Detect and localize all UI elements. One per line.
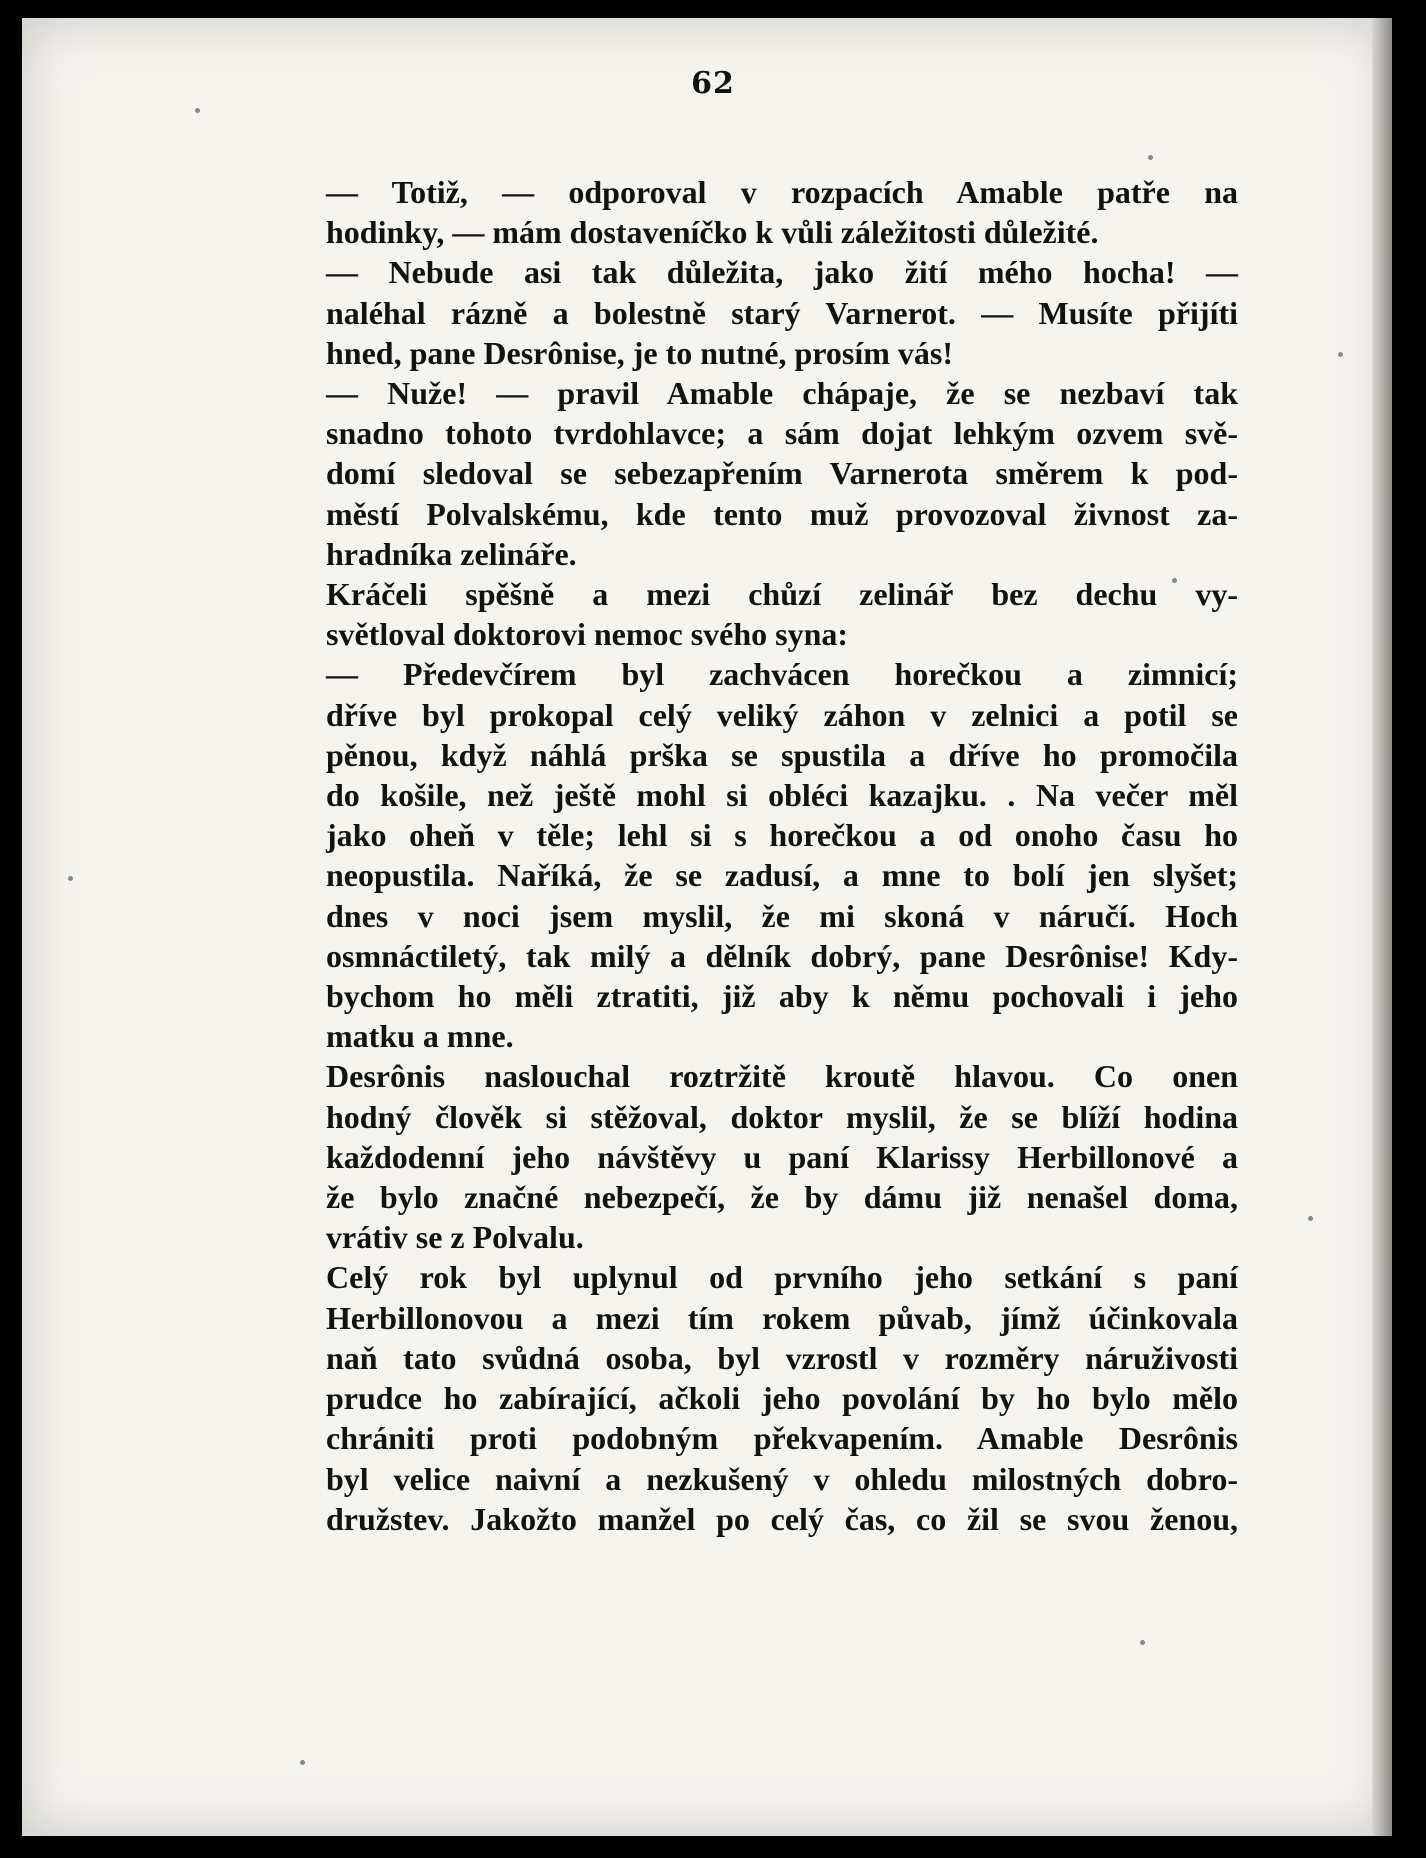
text-line: — Totiž, — odporoval v rozpacích Amable patře na (326, 174, 1238, 210)
text-line: Celý rok byl uplynul od prvního jeho setkání s paní (326, 1259, 1238, 1296)
text-line: byl velice naivní a nezkušený v ohledu milostných dobro- (326, 1460, 1238, 1497)
body-text (238, 172, 1238, 1539)
text-line: — Nebude asi tak důležita, jako žití mého hocha! — (326, 254, 1238, 291)
text-line: neopustila. Naříká, že se zadusí, a mne to bolí jen slyšet; (326, 857, 1238, 894)
text-line: snadno tohoto tvrdohlavce; a sám dojat lehkým ozvem svě- (326, 415, 1238, 452)
text-line: chrániti proti podobným překvapením. Amable Desrônis (326, 1420, 1238, 1457)
paper-speck (68, 876, 73, 881)
text-line: dnes v noci jsem myslil, že mi skoná v náručí. Hoch (326, 897, 1238, 934)
text-line: naň tato svůdná osoba, byl vzrostl v rozměry náruživosti (326, 1339, 1238, 1376)
text-line: Desrônis naslouchal roztržitě kroutě hlavou. Co onen (326, 1058, 1238, 1095)
paper-speck (300, 1760, 305, 1765)
text-line: vrátiv se z Polvalu. (326, 1219, 584, 1256)
paragraph (238, 172, 1238, 252)
text-line: osmnáctiletý, tak milý a dělník dobrý, pane Desrônise! Kdy- (326, 937, 1238, 974)
text-line: každodenní jeho návštěvy u paní Klarissy Herbillonové a (326, 1138, 1238, 1175)
paper-speck (1140, 1640, 1145, 1645)
text-line: Herbillonovou a mezi tím rokem půvab, jímž účinkovala (326, 1299, 1238, 1336)
paragraph (238, 1056, 1238, 1257)
paragraph (238, 574, 1238, 654)
paper-speck (1338, 352, 1343, 357)
text-line: Kráčeli spěšně a mezi chůzí zelinář bez dechu vy- (326, 576, 1238, 613)
text-line: do košile, než ještě mohl si obléci kazajku. . Na večer měl (326, 777, 1238, 814)
paragraph (238, 654, 1238, 1056)
text-line: jako oheň v těle; lehl si s horečkou a od onoho času ho (326, 817, 1238, 854)
page-number: 62 (691, 66, 735, 101)
text-line: světloval doktorovi nemoc svého syna: (326, 616, 849, 653)
text-line: že bylo značné nebezpečí, že by dámu již nenašel doma, (326, 1179, 1238, 1216)
text-line: družstev. Jakožto manžel po celý čas, co žil se svou ženou, (326, 1500, 1238, 1537)
text-line: pěnou, když náhlá prška se spustila a dříve ho promočila (326, 736, 1238, 773)
text-line: prudce ho zabírající, ačkoli jeho povolání by ho bylo mělo (326, 1380, 1238, 1417)
text-line: — Předevčírem byl zachvácen horečkou a zimnicí; (326, 656, 1238, 693)
text-line: domí sledoval se sebezapřením Varnerota směrem k pod- (326, 455, 1238, 492)
paragraph (238, 252, 1238, 373)
text-line: hned, pane Desrônise, je to nutné, prosím vás! (326, 334, 953, 371)
text-line: hodinky, — mám dostaveníčko k vůli záležitosti důležité. (326, 214, 1099, 251)
text-line: hradníka zelináře. (326, 535, 577, 572)
page-edge-shadow (1372, 18, 1392, 1836)
text-line: dříve byl prokopal celý veliký záhon v zelnici a potil se (326, 696, 1238, 733)
paper-speck (1308, 1216, 1313, 1221)
text-line: hodný člověk si stěžoval, doktor myslil, že se blíží hodina (326, 1098, 1238, 1135)
text-line: matku a mne. (326, 1018, 514, 1055)
text-line: bychom ho měli ztratiti, již aby k němu pochovali i jeho (326, 978, 1238, 1015)
text-line: naléhal rázně a bolestně starý Varnerot. — Musíte přijíti (326, 294, 1238, 331)
text-line: městí Polvalskému, kde tento muž provozoval živnost za- (326, 495, 1238, 532)
text-line: — Nuže! — pravil Amable chápaje, že se nezbaví tak (326, 375, 1238, 412)
paper-speck (195, 108, 200, 113)
paragraph (238, 373, 1238, 574)
paragraph (238, 1257, 1238, 1538)
paper-speck (1148, 155, 1153, 160)
